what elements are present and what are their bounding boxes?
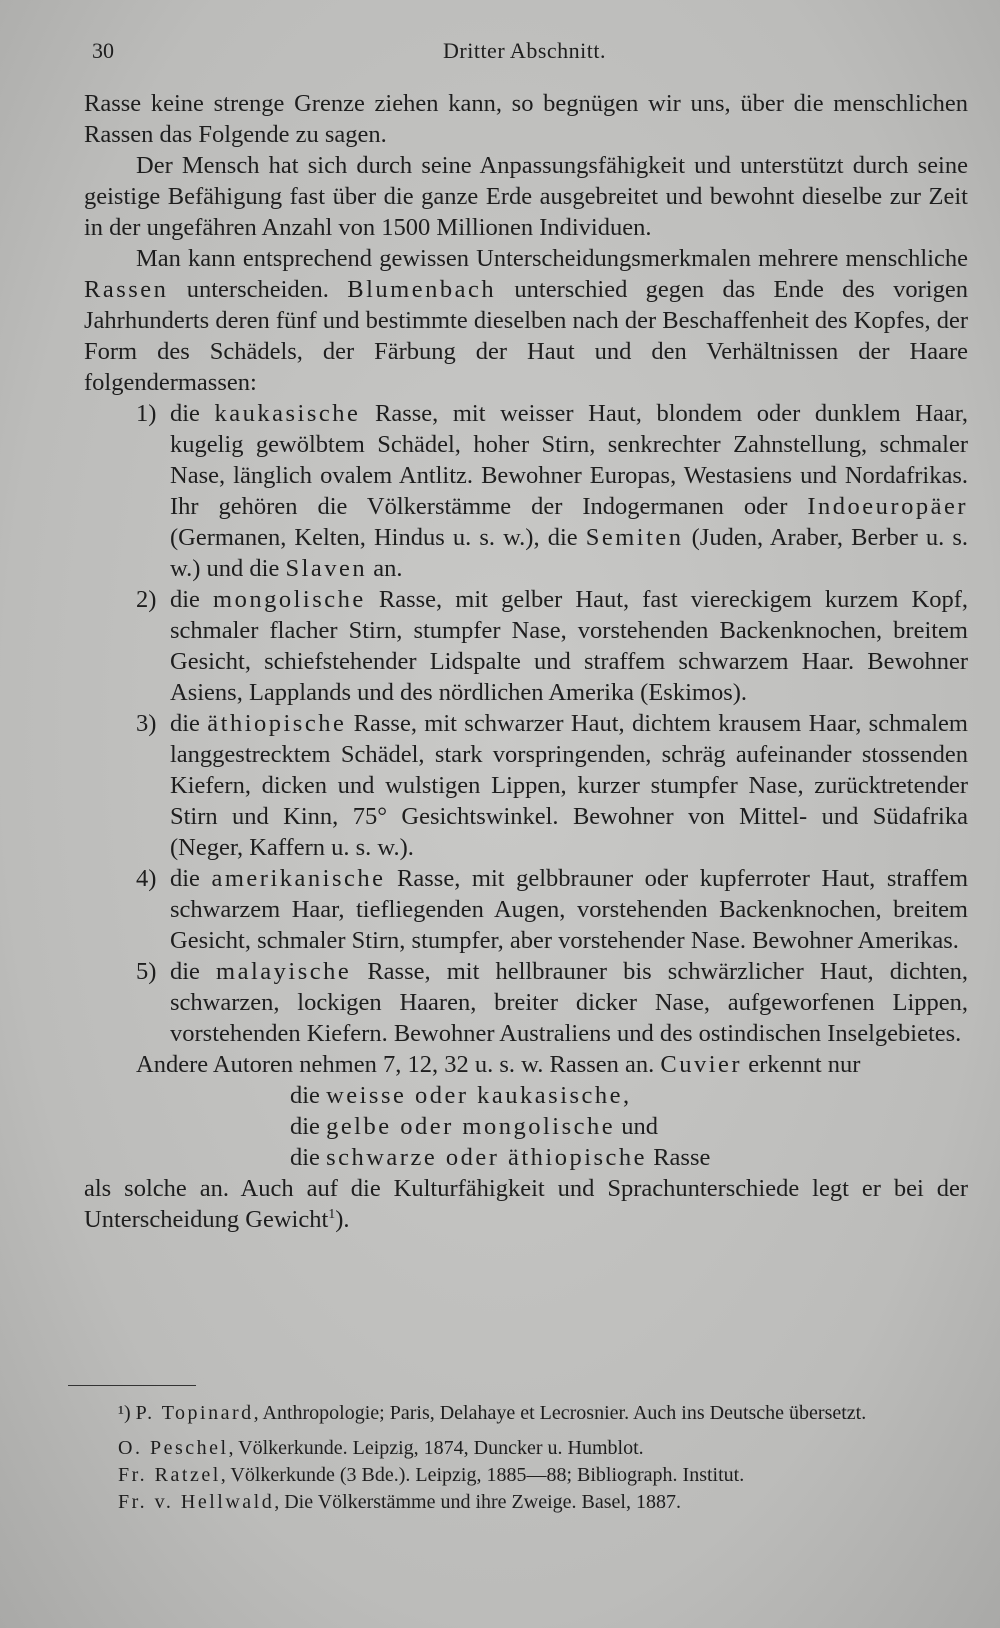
race-name: mongolische	[213, 586, 366, 613]
race-name: amerikanische	[211, 865, 386, 892]
footnote-rule	[68, 1385, 196, 1386]
list-item: 2) die mongolische Rasse, mit gelber Haut, fast viereckigem kurzem Kopf, schmaler flacher Stirn, stumpfer Nase, vorstehenden Backenknochen, breitem Gesicht, schiefstehender Lidspalte und straffem schwarzem Haar. Bewohner Asiens, Lapplands und des nördlichen Amerika (Eskimos).	[136, 586, 968, 706]
cuvier-line: die weisse oder kaukasische,	[290, 1082, 630, 1109]
paragraph-blumenbach: Man kann entsprechend gewissen Unterscheidungsmerkmalen mehrere menschliche Rassen unterscheiden. Blumenbach unterschied gegen das Ende des vorigen Jahrhunderts deren fünf und bestimmte dieselben nach der Beschaffenheit des Kopfes, der Form des Schädels, der Färbung der Haut und den Verhältnissen der Haare folgendermassen:	[84, 245, 968, 396]
race-name: kaukasische	[214, 400, 361, 427]
emph-cuvier: Cuvier	[660, 1051, 743, 1078]
paragraph-closing: als solche an. Auch auf die Kulturfähigkeit und Sprachunterschiede legt er bei der Unterscheidung Gewicht$^1$).	[84, 1175, 968, 1233]
race-name: gelbe oder mongolische	[326, 1113, 616, 1140]
emph-term: Semiten	[585, 524, 684, 551]
emph-rassen: Rassen	[84, 276, 169, 303]
race-name: malayische	[216, 958, 352, 985]
footnote-marker: ¹)	[118, 1402, 131, 1424]
list-item: 3) die äthiopische Rasse, mit schwarzer Haut, dichtem krausem Haar, schmalem langgestrecktem Schädel, stark vorspringenden, schräg aufeinander stossenden Kiefern, dicken und wulstigen Lippen, kurzer stumpfer Nase, zurücktretender Stirn und Kinn, 75° Gesichtswinkel. Bewohner von Mittel- und Südafrika (Neger, Kaffern u. s. w.).	[136, 710, 968, 861]
race-name: schwarze oder äthiopische	[326, 1144, 648, 1171]
emph-term: Indoeuropäer	[807, 493, 968, 520]
author-name: P. Topinard	[135, 1402, 254, 1424]
author-name: Fr. Ratzel	[118, 1464, 221, 1486]
list-number: 1)	[136, 400, 157, 427]
footnotes	[118, 1400, 958, 1516]
list-number: 4)	[136, 865, 157, 892]
paragraph-population: Der Mensch hat sich durch seine Anpassungsfähigkeit und unterstützt durch seine geistige Befähigung fast über die ganze Erde ausgebreitet und bewohnt dieselbe zur Zeit in der ungefähren Anzahl von 1500 Millionen Individuen.	[84, 152, 968, 241]
reference: Fr. Ratzel, Völkerkunde (3 Bde.). Leipzig, 1885—88; Bibliograph. Institut.	[118, 1464, 745, 1486]
list-number: 3)	[136, 710, 157, 737]
cuvier-line: die gelbe oder mongolische und	[290, 1113, 658, 1140]
author-name: O. Peschel	[118, 1437, 229, 1459]
paragraph-cuvier: Andere Autoren nehmen 7, 12, 32 u. s. w. Rassen an. Cuvier erkennt nur	[136, 1051, 861, 1078]
race-name: weisse oder kaukasische	[326, 1082, 624, 1109]
race-list	[84, 398, 968, 1049]
reference: O. Peschel, Völkerkunde. Leipzig, 1874, Duncker u. Humblot.	[118, 1437, 644, 1459]
emph-term: Slaven	[285, 555, 368, 582]
running-head: Dritter Abschnitt.	[443, 38, 606, 63]
paragraph-intro: Rasse keine strenge Grenze ziehen kann, so begnügen wir uns, über die menschlichen Rassen das Folgende zu sagen.	[84, 90, 968, 148]
reference: Fr. v. Hellwald, Die Völkerstämme und ihre Zweige. Basel, 1887.	[118, 1491, 681, 1513]
page-number: 30	[92, 38, 114, 63]
emph-blumenbach: Blumenbach	[347, 276, 497, 303]
footnote-ref: 1	[328, 1206, 336, 1222]
list-item: 4) die amerikanische Rasse, mit gelbbrauner oder kupferroter Haut, straffem schwarzem Haar, tiefliegenden Augen, vorstehenden Backenknochen, breitem Gesicht, schmaler Stirn, stumpfer, aber vorstehender Nase. Bewohner Amerikas.	[136, 865, 969, 954]
main-text	[84, 88, 968, 1235]
list-item: 1) die kaukasische Rasse, mit weisser Haut, blondem oder dunklem Haar, kugelig gewölbtem Schädel, hoher Stirn, senkrechter Zahnstellung, schmaler Nase, länglich ovalem Antlitz. Bewohner Europas, Westasiens und Nordafrikas. Ihr gehören die Völkerstämme der Indogermanen oder Indoeuropäer (Germanen, Kelten, Hindus u. s. w.), die Semiten (Juden, Araber, Berber u. s. w.) und die Slaven an.	[136, 400, 969, 582]
list-number: 5)	[136, 958, 157, 985]
list-item: 5) die malayische Rasse, mit hellbrauner bis schwärzlicher Haut, dichten, schwarzen, lockigen Haaren, breiter dicker Nase, aufgeworfenen Lippen, vorstehenden Kiefern. Bewohner Australiens und des ostindischen Inselgebietes.	[136, 958, 968, 1047]
list-number: 2)	[136, 586, 157, 613]
cuvier-line: die schwarze oder äthiopische Rasse	[290, 1144, 711, 1171]
footnote: ¹) P. Topinard, Anthropologie; Paris, Delahaye et Lecrosnier. Auch ins Deutsche übersetzt.	[118, 1402, 867, 1424]
author-name: Fr. v. Hellwald	[118, 1491, 275, 1513]
race-name: äthiopische	[207, 710, 347, 737]
